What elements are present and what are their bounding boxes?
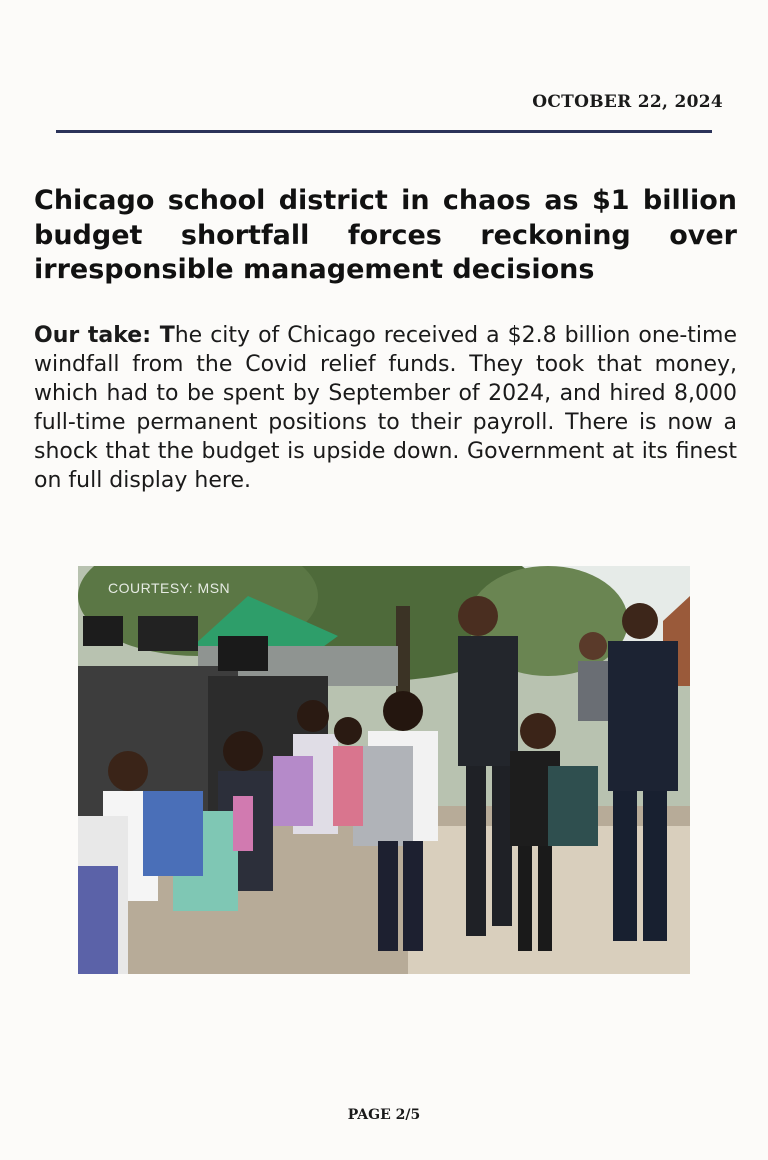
- drop-letter: T: [159, 323, 175, 348]
- photo-illustration: [78, 566, 690, 974]
- article-body: [34, 321, 737, 495]
- header-divider: [56, 130, 712, 133]
- photo-credit: COURTESY: MSN: [108, 580, 231, 596]
- page-number: PAGE 2/5: [347, 1107, 421, 1123]
- article-date: OCTOBER 22, 2024: [532, 92, 723, 112]
- article-headline: Chicago school district in chaos as $1 billion budget shortfall forces reckoning over irresponsible management decisions: [34, 185, 737, 285]
- our-take-label: Our take:: [34, 323, 160, 348]
- our-take-text: he city of Chicago received a $2.8 billion one-time windfall from the Covid relief funds. They took that money, which had to be spent by September of 2024, and hired 8,000 full-time permanent positions to their payroll. There is now a shock that the budget is upside down. Government at its finest on full display here.: [34, 323, 738, 493]
- article-photo: [78, 566, 690, 974]
